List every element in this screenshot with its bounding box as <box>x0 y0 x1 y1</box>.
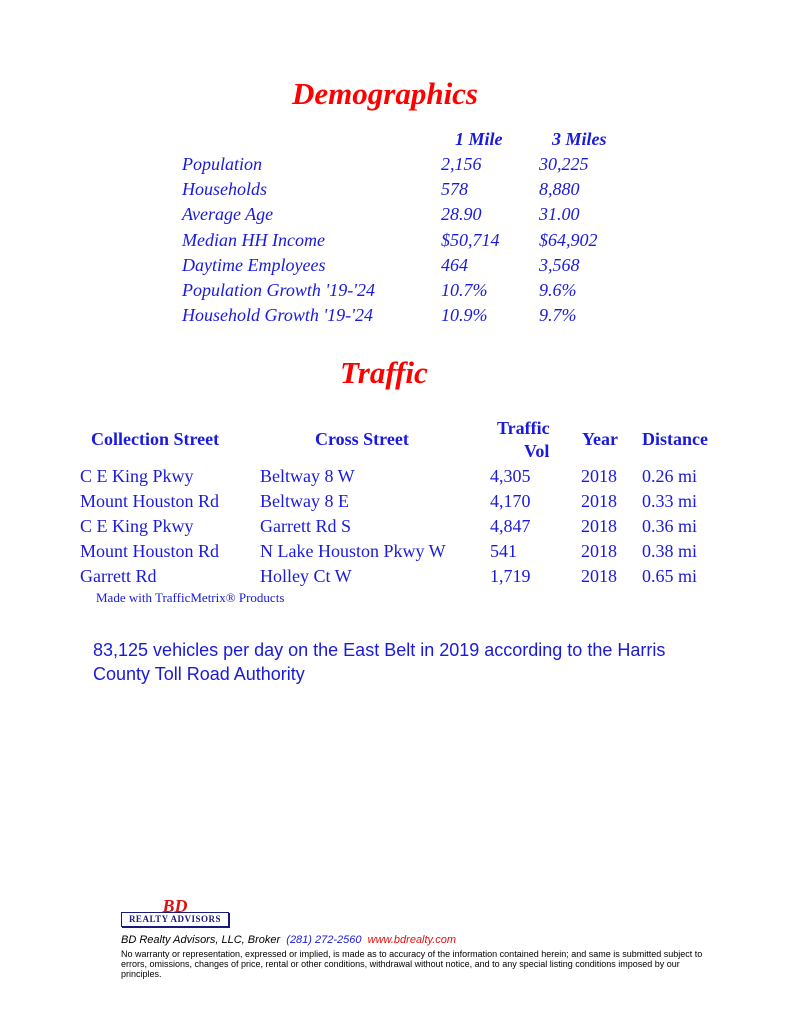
traffic-collection-street: C E King Pkwy <box>80 466 194 486</box>
demographics-row-label: Household Growth '19-'24 <box>182 305 374 326</box>
traffic-year: 2018 <box>581 516 617 536</box>
footer-contact-line <box>121 934 456 946</box>
demographics-row <box>0 230 791 255</box>
traffic-year: 2018 <box>581 466 617 486</box>
header-traffic-vol-line1: Traffic <box>497 418 550 438</box>
traffic-distance: 0.65 mi <box>642 566 698 586</box>
demographics-row-3-miles: 9.7% <box>539 305 577 326</box>
demographics-row <box>0 154 791 179</box>
traffic-cross-street: Beltway 8 E <box>260 491 349 511</box>
demographics-row-3-miles: 30,225 <box>539 154 589 174</box>
traffic-row <box>0 566 791 591</box>
traffic-cross-street: N Lake Houston Pkwy W <box>260 541 446 561</box>
header-traffic-vol-line2: Vol <box>524 441 550 461</box>
header-year: Year <box>582 429 618 449</box>
traffic-title: Traffic <box>340 355 428 390</box>
traffic-vol: 4,305 <box>490 466 531 486</box>
demographics-row-1-mile: 10.9% <box>441 305 488 326</box>
demographics-row-3-miles: 8,880 <box>539 179 580 200</box>
demographics-row-label: Daytime Employees <box>182 254 326 275</box>
demographics-row-1-mile: 578 <box>441 179 468 200</box>
traffic-row <box>0 516 791 541</box>
traffic-vol: 4,170 <box>490 491 531 511</box>
demographics-row-3-miles: 31.00 <box>539 204 580 225</box>
header-collection-street: Collection Street <box>91 429 220 449</box>
traffic-cross-street: Garrett Rd S <box>260 516 351 536</box>
logo-bd-letters: BD <box>162 896 188 916</box>
vehicles-note: 83,125 vehicles per day on the East Belt in 2019 according to the Harris County Toll Road Authority <box>93 640 666 684</box>
traffic-year: 2018 <box>581 541 617 561</box>
traffic-year: 2018 <box>581 566 617 586</box>
demographics-row <box>0 255 791 280</box>
footer-disclaimer: No warranty or representation, expressed or implied, is made as to accuracy of the information contained herein; and same is submitted subject to errors, omissions, changes of price, rental or other conditions, withdrawal without notice, and to any special listing conditions imposed by our principles. <box>121 949 703 979</box>
demographics-row-1-mile: 464 <box>441 254 468 275</box>
traffic-distance: 0.36 mi <box>642 516 698 536</box>
demographics-row-3-miles: 9.6% <box>539 280 577 300</box>
traffic-collection-street: Mount Houston Rd <box>80 541 220 561</box>
demographics-row-label: Population <box>182 154 262 174</box>
logo-realty-advisors: REALTY ADVISORS <box>128 914 222 924</box>
demographics-row <box>0 204 791 229</box>
demographics-row-1-mile: 10.7% <box>441 280 488 300</box>
demographics-row-1-mile: 28.90 <box>441 204 482 225</box>
demographics-title: Demographics <box>292 76 478 111</box>
demographics-row <box>0 280 791 305</box>
demographics-header <box>0 129 791 154</box>
header-cross-street: Cross Street <box>315 429 409 449</box>
header-distance: Distance <box>642 429 708 449</box>
traffic-distance: 0.38 mi <box>642 541 698 561</box>
footer-url-link[interactable]: www.bdrealty.com <box>367 934 457 946</box>
traffic-collection-street: C E King Pkwy <box>80 516 194 536</box>
traffic-distance: 0.33 mi <box>642 491 698 511</box>
demographics-row-label: Median HH Income <box>182 229 325 250</box>
footer-company: BD Realty Advisors, LLC, Broker <box>121 934 281 946</box>
traffic-vol: 541 <box>490 541 517 561</box>
demographics-row <box>0 305 791 330</box>
traffic-row <box>0 541 791 566</box>
demographics-row-3-miles: $64,902 <box>539 229 598 250</box>
traffic-row <box>0 491 791 516</box>
footer-phone[interactable]: (281) 272-2560 <box>286 934 362 946</box>
demographics-row-label: Population Growth '19-'24 <box>182 280 376 300</box>
col-3-miles: 3 Miles <box>552 129 607 149</box>
traffic-cross-street: Beltway 8 W <box>260 466 355 486</box>
traffic-distance: 0.26 mi <box>642 466 698 486</box>
demographics-row-label: Households <box>182 179 267 200</box>
traffic-year: 2018 <box>581 491 617 511</box>
demographics-row-1-mile: 2,156 <box>441 154 482 174</box>
demographics-row <box>0 179 791 204</box>
demographics-row-3-miles: 3,568 <box>539 254 580 275</box>
traffic-row <box>0 466 791 491</box>
traffic-vol: 4,847 <box>490 516 531 536</box>
traffic-cross-street: Holley Ct W <box>260 566 352 586</box>
logo-box <box>121 912 229 927</box>
traffic-vol: 1,719 <box>490 566 531 586</box>
bd-realty-logo <box>121 898 229 928</box>
traffic-collection-street: Garrett Rd <box>80 566 157 586</box>
demographics-row-label: Average Age <box>182 204 274 225</box>
traffic-collection-street: Mount Houston Rd <box>80 491 220 511</box>
demographics-row-1-mile: $50,714 <box>441 229 500 250</box>
col-1-mile: 1 Mile <box>455 129 503 149</box>
traffic-credit: Made with TrafficMetrix® Products <box>96 590 285 605</box>
